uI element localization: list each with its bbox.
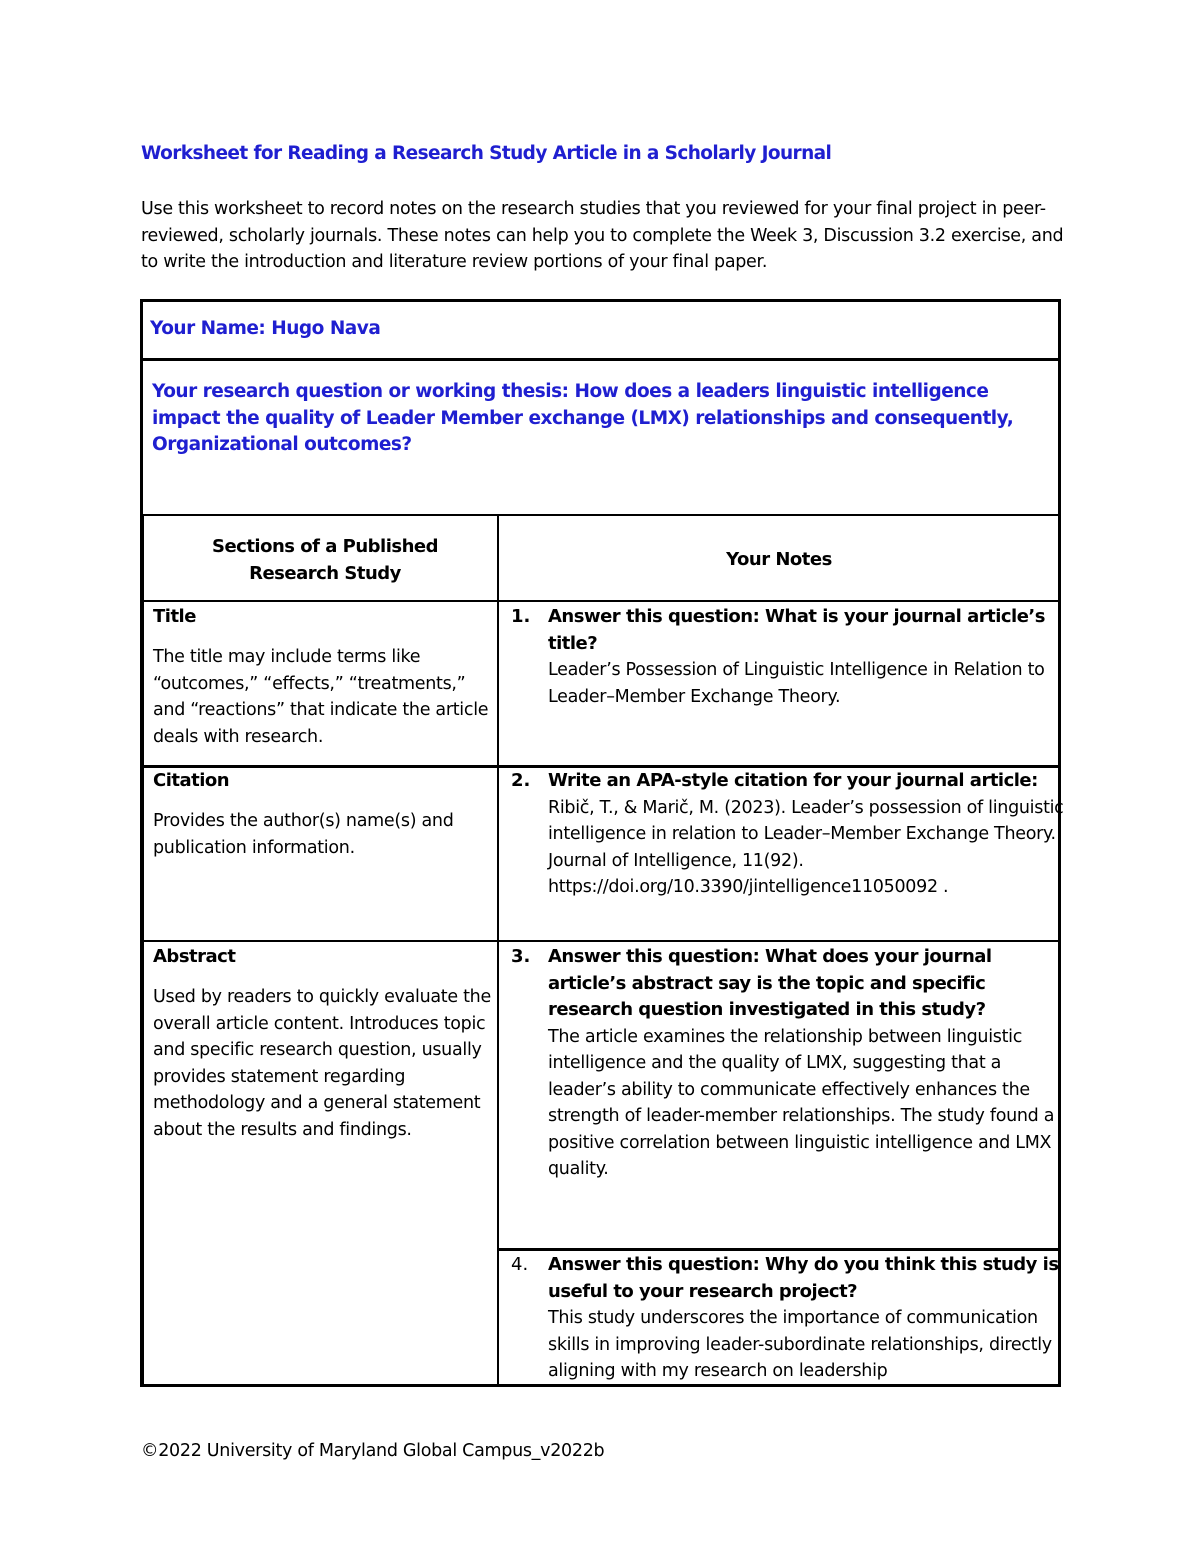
section-citation-cell — [153, 768, 493, 861]
question-text: Write an APA-style citation for your journal article: — [548, 770, 1038, 791]
notes-citation-cell — [511, 768, 1064, 901]
section-abstract-cell — [153, 944, 493, 1143]
document-title: Worksheet for Reading a Research Study Article in a Scholarly Journal — [141, 143, 832, 164]
header-your-notes: Your Notes — [726, 549, 832, 570]
header-sections: Sections of a Published Research Study — [211, 536, 438, 584]
item-number: 3. — [511, 946, 531, 967]
question-text: Answer this question: What does your journal article’s abstract say is the topic and specific research question investigated in this study? — [548, 946, 992, 1020]
citation-row-divider — [140, 940, 1061, 942]
notes-abstract-cell — [511, 944, 1061, 1183]
item-number: 1. — [511, 606, 531, 627]
column-divider — [497, 514, 499, 1387]
left-column-inner-border — [143, 514, 144, 1387]
section-title-cell — [153, 604, 493, 750]
header-row-divider — [140, 600, 1061, 602]
name-row-divider — [140, 358, 1061, 361]
section-name: Title — [153, 606, 196, 627]
item-number: 2. — [511, 770, 531, 791]
notes-usefulness-cell — [511, 1252, 1061, 1385]
section-description: Provides the author(s) name(s) and publication information. — [153, 811, 454, 858]
question-text: Answer this question: What is your journal article’s title? — [548, 606, 1045, 654]
notes-title-cell — [511, 604, 1061, 710]
research-question: Your research question or working thesis: How does a leaders linguistic intelligence impact the quality of Leader Member exchange (LMX) relationships and consequently, Organizational outcomes? — [152, 381, 1014, 455]
answer-text: The article examines the relationship between linguistic intelligence and the quality of LMX, suggesting that a leader’s ability to communicate effectively enhances the strength of leader-member relationships. The study found a positive correlation between linguistic intelligence and LMX quality. — [548, 1026, 1055, 1179]
section-name: Abstract — [153, 946, 236, 967]
section-description: Used by readers to quickly evaluate the overall article content. Introduces topic and specific research question, usually provides statement regarding methodology and a general statement about the results and findings. — [153, 987, 491, 1140]
item-number: 4. — [511, 1254, 529, 1275]
answer-text: Ribič, T., & Marič, M. (2023). Leader’s possession of linguistic intelligence in relation to Leader–Member Exchange Theory. Journal of Intelligence, 11(92). https://doi.org/10.3390/jintelligence11050092 . — [548, 797, 1064, 897]
student-name: Your Name: Hugo Nava — [150, 318, 381, 339]
question-text: Answer this question: Why do you think this study is useful to your research project? — [548, 1254, 1059, 1302]
section-name: Citation — [153, 770, 230, 791]
answer-text: Leader’s Possession of Linguistic Intelligence in Relation to Leader–Member Exchange Theory. — [548, 660, 1045, 707]
answer-text: This study underscores the importance of communication skills in improving leader-subordinate relationships, directly aligning with my research on leadership — [548, 1308, 1052, 1381]
section-description: The title may include terms like “outcomes,” “effects,” “treatments,” and “reactions” that indicate the article deals with research. — [153, 647, 489, 747]
notes-3-4-divider — [497, 1248, 1061, 1251]
intro-paragraph: Use this worksheet to record notes on the research studies that you reviewed for your final project in peer-reviewed, scholarly journals. These notes can help you to complete the Week 3, Discussion 3.2 exercise, and to write the introduction and literature review portions of your final paper. — [141, 199, 1064, 272]
thesis-row-divider — [140, 514, 1061, 516]
copyright-footer: ©2022 University of Maryland Global Campus_v2022b — [141, 1441, 605, 1461]
